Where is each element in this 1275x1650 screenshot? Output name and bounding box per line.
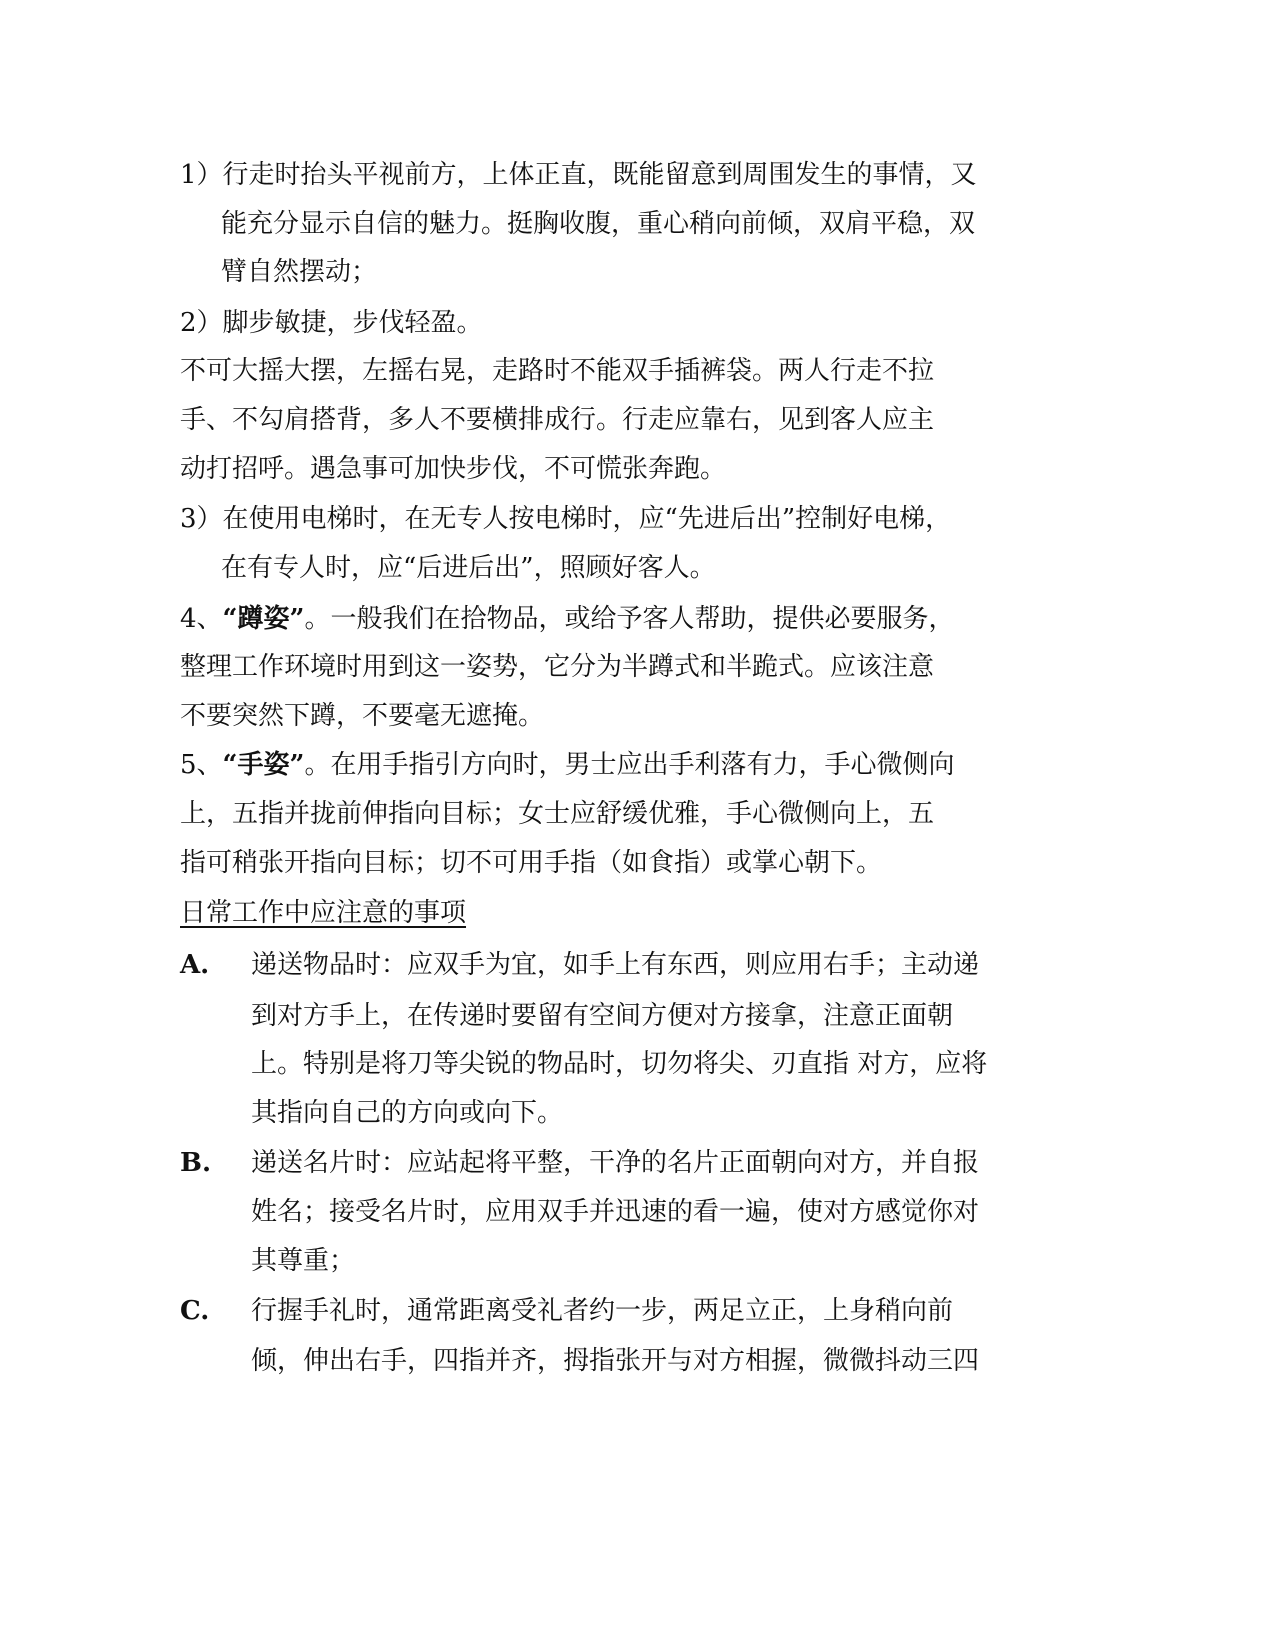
list-item-2	[180, 308, 483, 338]
paragraph-line: 动打招呼。遇急事可加快步伐，不可慌张奔跑。	[180, 454, 727, 484]
item-text-line: 臂自然摆动；	[221, 257, 378, 287]
section-heading: 日常工作中应注意的事项	[180, 898, 467, 928]
item-number: 1）	[180, 160, 223, 190]
item-marker-b: B.	[180, 1148, 212, 1178]
item-text-line: 行握手礼时，通常距离受礼者约一步，两足立正，上身稍向前	[251, 1296, 954, 1326]
item-marker-a: A.	[180, 950, 210, 980]
item-text-line: 脚步敏捷，步伐轻盈。	[222, 308, 483, 338]
list-item-3	[180, 504, 951, 534]
section-title: “手姿”	[222, 750, 305, 780]
item-number: 3）	[180, 504, 223, 534]
paragraph-line: 手、不勾肩搭背，多人不要横排成行。行走应靠右，见到客人应主	[180, 405, 935, 435]
item-text-line: 在有专人时，应“后进后出”，照顾好客人。	[221, 553, 716, 583]
paragraph-line: 指可稍张开指向目标；切不可用手指（如食指）或掌心朝下。	[180, 848, 883, 878]
item-text-line: 其尊重；	[251, 1246, 356, 1276]
paragraph-line: 整理工作环境时用到这一姿势，它分为半蹲式和半跪式。应该注意	[180, 652, 935, 682]
paragraph-line: 不要突然下蹲，不要毫无遮掩。	[180, 701, 545, 731]
paragraph-line: 不可大摇大摆，左摇右晃，走路时不能双手插裤袋。两人行走不拉	[180, 356, 935, 386]
section-title: “蹲姿”	[222, 604, 305, 634]
section-number: 5、	[180, 750, 223, 780]
item-text-line: 姓名；接受名片时，应用双手并迅速的看一遍，使对方感觉你对	[251, 1197, 980, 1227]
section-text: 。一般我们在拾物品，或给予客人帮助，提供必要服务，	[304, 604, 955, 634]
item-number: 2）	[180, 308, 223, 338]
item-text-line: 倾，伸出右手，四指并齐，拇指张开与对方相握，微微抖动三四	[251, 1346, 980, 1376]
item-text-line: 到对方手上，在传递时要留有空间方便对方接拿，注意正面朝	[251, 1001, 954, 1031]
item-text-line: 递送物品时：应双手为宜，如手上有东西，则应用右手；主动递	[251, 950, 980, 980]
paragraph-line: 上，五指并拢前伸指向目标；女士应舒缓优雅，手心微侧向上，五	[180, 799, 935, 829]
item-text-line: 上。特别是将刀等尖锐的物品时，切勿将尖、刃直指 对方，应将	[251, 1049, 988, 1079]
section-text: 。在用手指引方向时，男士应出手利落有力，手心微侧向	[304, 750, 955, 780]
item-text-line: 在使用电梯时，在无专人按电梯时，应“先进后出”控制好电梯，	[222, 504, 952, 534]
item-text-line: 递送名片时：应站起将平整，干净的名片正面朝向对方，并自报	[251, 1148, 980, 1178]
item-text-line: 其指向自己的方向或向下。	[251, 1098, 564, 1128]
item-text-line: 能充分显示自信的魅力。挺胸收腹，重心稍向前倾，双肩平稳，双	[221, 209, 976, 239]
list-item-1	[180, 160, 977, 190]
item-marker-c: C.	[180, 1296, 210, 1326]
section-4	[180, 604, 954, 634]
section-5	[180, 750, 954, 780]
section-number: 4、	[180, 604, 223, 634]
item-text-line: 行走时抬头平视前方，上体正直，既能留意到周围发生的事情，又	[222, 160, 977, 190]
